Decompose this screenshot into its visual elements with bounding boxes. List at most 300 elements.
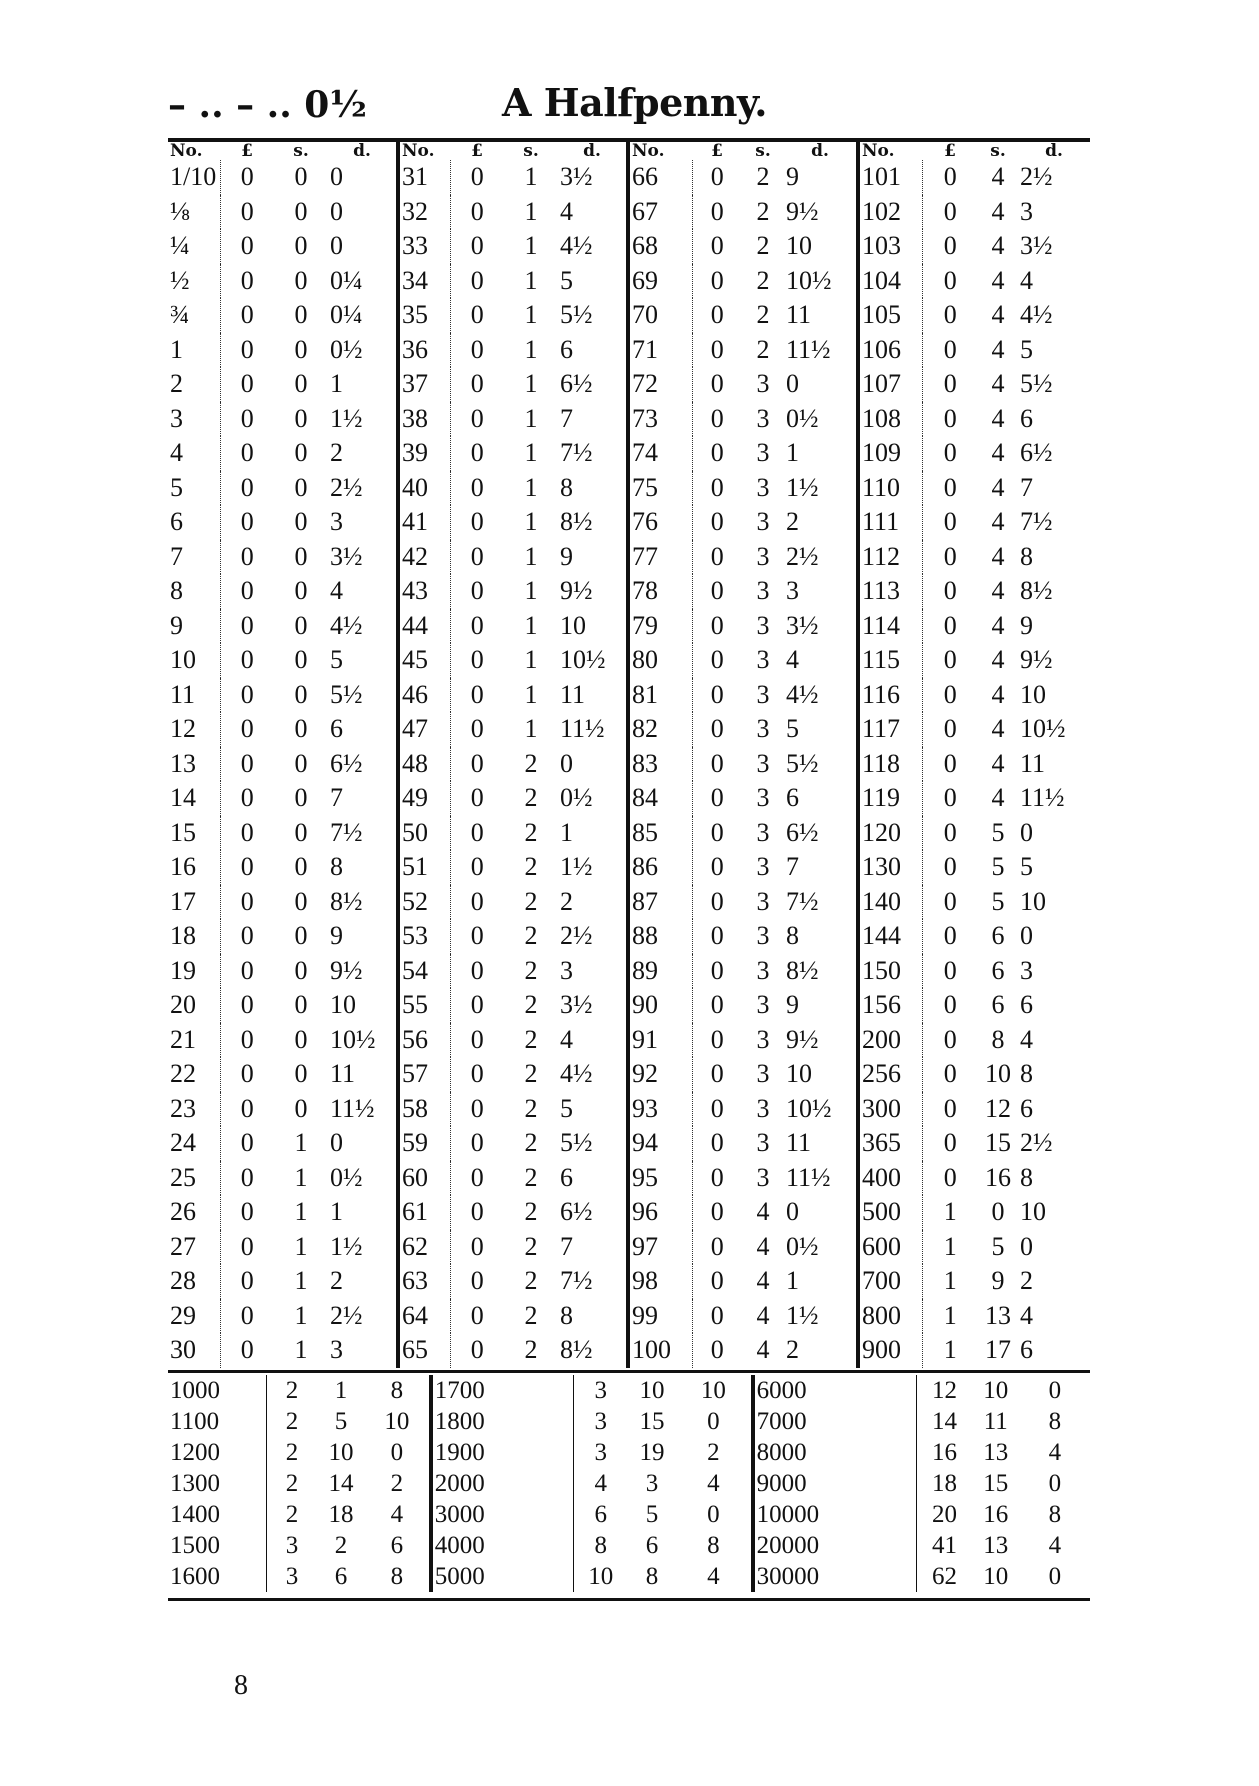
- shillings-cell: 1: [524, 679, 538, 709]
- shillings-cell: 1: [524, 231, 538, 261]
- quantity-cell: 4000: [431, 1530, 573, 1561]
- quantity-cell: 100: [628, 1333, 692, 1368]
- shillings-cell: 11: [983, 1407, 1008, 1435]
- pence-cell: 4: [558, 195, 628, 230]
- shillings-cell: 5: [991, 886, 1005, 916]
- pounds-cell: 0: [240, 231, 254, 261]
- quantity-cell: 47: [398, 712, 450, 747]
- shillings-cell: 3: [756, 1059, 770, 1089]
- shillings-cell: 4: [991, 265, 1005, 295]
- pence-cell: 0¼: [328, 298, 398, 333]
- shillings-cell: 19: [639, 1438, 665, 1466]
- pounds-cell: 0: [240, 369, 254, 399]
- pounds-cell: 0: [943, 921, 957, 951]
- shillings-cell: 3: [756, 679, 770, 709]
- price-table: [168, 142, 1090, 1368]
- pence-cell: 6: [1020, 403, 1033, 433]
- pence-cell: 4½: [558, 1057, 628, 1092]
- pounds-cell: 0: [470, 921, 484, 951]
- pounds-cell: 4: [594, 1469, 607, 1497]
- quantity-cell: 200: [858, 1023, 922, 1058]
- quantity-cell: 30000: [753, 1561, 917, 1592]
- quantity-cell: 9000: [753, 1468, 917, 1499]
- quantity-cell: 20000: [753, 1530, 917, 1561]
- pence-cell: 0½: [784, 1230, 858, 1265]
- quantity-cell: 116: [858, 678, 922, 713]
- pounds-cell: 0: [943, 1093, 957, 1123]
- pence-cell: 9: [784, 988, 858, 1023]
- pounds-cell: 0: [470, 369, 484, 399]
- shillings-cell: 4: [991, 610, 1005, 640]
- shillings-cell: 15: [985, 1128, 1011, 1158]
- quantity-cell: 22: [168, 1057, 220, 1092]
- quantity-cell: 48: [398, 747, 450, 782]
- quantity-cell: 92: [628, 1057, 692, 1092]
- shillings-cell: 0: [991, 1197, 1005, 1227]
- pounds-cell: 0: [470, 714, 484, 744]
- shillings-cell: 2: [524, 748, 538, 778]
- quantity-cell: 35: [398, 298, 450, 333]
- pounds-cell: 0: [240, 886, 254, 916]
- pence-cell: 9: [328, 919, 398, 954]
- pounds-cell: 10: [588, 1562, 614, 1590]
- pounds-cell: 0: [240, 1162, 254, 1192]
- quantity-cell: 18: [168, 919, 220, 954]
- pence-cell: 6½: [784, 816, 858, 851]
- pence-cell: 0: [558, 747, 628, 782]
- pounds-cell: 0: [240, 1024, 254, 1054]
- shillings-cell: 0: [294, 783, 308, 813]
- pounds-cell: 2: [285, 1469, 299, 1497]
- column-header: s.: [755, 141, 771, 161]
- pounds-cell: 0: [470, 196, 484, 226]
- pounds-cell: 2: [285, 1407, 299, 1435]
- shillings-cell: 9: [991, 1266, 1005, 1296]
- shillings-cell: 1: [524, 714, 538, 744]
- quantity-cell: 1600: [168, 1561, 267, 1592]
- shillings-cell: 0: [294, 196, 308, 226]
- quantity-cell: 98: [628, 1264, 692, 1299]
- pounds-cell: 0: [240, 645, 254, 675]
- pounds-cell: 62: [932, 1562, 958, 1590]
- shillings-cell: 2: [524, 990, 538, 1020]
- pounds-cell: 12: [932, 1376, 958, 1404]
- pence-cell: 7: [328, 781, 398, 816]
- shillings-cell: 2: [524, 886, 538, 916]
- pence-cell: 5: [1020, 334, 1033, 364]
- pounds-cell: 0: [240, 541, 254, 571]
- pounds-cell: 0: [710, 852, 724, 882]
- shillings-cell: 3: [756, 610, 770, 640]
- shillings-cell: 1: [334, 1376, 348, 1404]
- pounds-cell: 0: [943, 576, 957, 606]
- pence-cell: 11½: [784, 1161, 858, 1196]
- pounds-cell: 0: [710, 1335, 724, 1365]
- pence-cell: 11½: [328, 1092, 398, 1127]
- shillings-cell: 2: [524, 921, 538, 951]
- pounds-cell: 0: [470, 1128, 484, 1158]
- page-title: A Halfpenny.: [502, 80, 767, 125]
- pounds-cell: 0: [240, 955, 254, 985]
- shillings-cell: 0: [294, 645, 308, 675]
- pence-cell: 10½: [784, 1092, 858, 1127]
- shillings-cell: 10: [328, 1438, 354, 1466]
- table-row: [168, 988, 1090, 1023]
- shillings-cell: 0: [294, 990, 308, 1020]
- pence-cell: 3: [1020, 196, 1033, 226]
- shillings-cell: 2: [524, 1197, 538, 1227]
- pence-cell: 8½: [784, 954, 858, 989]
- pounds-cell: 14: [932, 1407, 958, 1435]
- quantity-cell: 73: [628, 402, 692, 437]
- quantity-cell: 5000: [431, 1561, 573, 1592]
- pounds-cell: 0: [943, 817, 957, 847]
- pounds-cell: 1: [943, 1197, 957, 1227]
- shillings-cell: 13: [983, 1438, 1009, 1466]
- pounds-cell: 0: [943, 265, 957, 295]
- table-row: [168, 229, 1090, 264]
- shillings-cell: 0: [294, 886, 308, 916]
- quantity-cell: 8000: [753, 1437, 917, 1468]
- quantity-cell: 17: [168, 885, 220, 920]
- quantity-cell: 1800: [431, 1406, 573, 1437]
- shillings-cell: 5: [334, 1407, 348, 1435]
- pence-cell: 10: [676, 1375, 753, 1406]
- pounds-cell: 0: [240, 1231, 254, 1261]
- quantity-cell: 49: [398, 781, 450, 816]
- shillings-cell: 3: [756, 886, 770, 916]
- shillings-cell: 1: [524, 507, 538, 537]
- shillings-cell: 0: [294, 852, 308, 882]
- column-header: d.: [1045, 141, 1063, 161]
- shillings-cell: 3: [756, 990, 770, 1020]
- pence-cell: 11: [784, 298, 858, 333]
- shillings-cell: 0: [294, 369, 308, 399]
- shillings-cell: 16: [983, 1500, 1009, 1528]
- pence-cell: 10: [1020, 679, 1046, 709]
- pounds-cell: 0: [470, 1059, 484, 1089]
- pence-cell: 0: [1048, 1562, 1062, 1590]
- pence-cell: 10½: [328, 1023, 398, 1058]
- shillings-cell: 1: [524, 196, 538, 226]
- table-row: [168, 505, 1090, 540]
- quantity-cell: 58: [398, 1092, 450, 1127]
- quantity-cell: 80: [628, 643, 692, 678]
- pounds-cell: 0: [943, 231, 957, 261]
- pence-cell: 8½: [558, 505, 628, 540]
- pence-cell: 2: [328, 1264, 398, 1299]
- pounds-cell: 0: [710, 886, 724, 916]
- shillings-cell: 3: [756, 541, 770, 571]
- shillings-cell: 2: [756, 162, 770, 192]
- pence-cell: 9½: [784, 195, 858, 230]
- pounds-cell: 0: [470, 576, 484, 606]
- shillings-cell: 6: [991, 990, 1005, 1020]
- pounds-cell: 0: [470, 1335, 484, 1365]
- pence-cell: 10: [1020, 886, 1046, 916]
- quantity-cell: 71: [628, 333, 692, 368]
- quantity-cell: 105: [858, 298, 922, 333]
- pence-cell: 0½: [784, 402, 858, 437]
- pounds-cell: 0: [710, 1024, 724, 1054]
- shillings-cell: 6: [645, 1531, 659, 1559]
- pence-cell: 10½: [558, 643, 628, 678]
- pence-cell: 4: [676, 1468, 753, 1499]
- pounds-cell: 0: [240, 679, 254, 709]
- quantity-cell: 1300: [168, 1468, 267, 1499]
- quantity-cell: 41: [398, 505, 450, 540]
- pounds-cell: 0: [710, 679, 724, 709]
- shillings-cell: 4: [991, 576, 1005, 606]
- table-row: [168, 264, 1090, 299]
- pence-cell: 1½: [784, 1299, 858, 1334]
- shillings-cell: 1: [294, 1197, 308, 1227]
- pence-cell: 3: [784, 574, 858, 609]
- quantity-cell: 70: [628, 298, 692, 333]
- pounds-cell: 0: [943, 507, 957, 537]
- pounds-cell: 3: [285, 1562, 299, 1590]
- pence-cell: 8: [676, 1530, 753, 1561]
- shillings-cell: 4: [756, 1266, 770, 1296]
- pounds-cell: 0: [470, 783, 484, 813]
- pounds-cell: 0: [710, 369, 724, 399]
- quantity-cell: 9: [168, 609, 220, 644]
- quantity-cell: 40: [398, 471, 450, 506]
- pounds-cell: 0: [240, 265, 254, 295]
- table-row: [168, 1161, 1090, 1196]
- pence-cell: 8: [558, 1299, 628, 1334]
- quantity-cell: 74: [628, 436, 692, 471]
- pounds-cell: 0: [943, 403, 957, 433]
- pounds-cell: 0: [710, 541, 724, 571]
- pence-cell: 8: [1020, 1162, 1033, 1192]
- quantity-cell: 43: [398, 574, 450, 609]
- quantity-cell: 140: [858, 885, 922, 920]
- shillings-cell: 4: [991, 403, 1005, 433]
- pence-cell: 6½: [328, 747, 398, 782]
- pounds-cell: 0: [710, 162, 724, 192]
- quantity-cell: 97: [628, 1230, 692, 1265]
- table-row: [168, 919, 1090, 954]
- pounds-cell: 0: [240, 610, 254, 640]
- shillings-cell: 0: [294, 1093, 308, 1123]
- pounds-cell: 0: [470, 645, 484, 675]
- quantity-cell: 88: [628, 919, 692, 954]
- pounds-cell: 0: [470, 679, 484, 709]
- pounds-cell: 0: [710, 990, 724, 1020]
- table-row: [168, 1333, 1090, 1368]
- pounds-cell: 0: [470, 507, 484, 537]
- quantity-cell: 6: [168, 505, 220, 540]
- large-quantity-table: [168, 1375, 1090, 1592]
- pounds-cell: 3: [594, 1438, 607, 1466]
- pence-cell: 11: [784, 1126, 858, 1161]
- pence-cell: 0: [1020, 1231, 1033, 1261]
- quantity-cell: 33: [398, 229, 450, 264]
- pounds-cell: 0: [710, 1231, 724, 1261]
- pence-cell: 8½: [1020, 576, 1053, 606]
- pence-cell: 8: [784, 919, 858, 954]
- pence-cell: 8: [1048, 1500, 1062, 1528]
- shillings-cell: 3: [756, 472, 770, 502]
- pence-cell: 4: [1048, 1438, 1062, 1466]
- column-header: d.: [784, 142, 858, 160]
- pounds-cell: 0: [943, 748, 957, 778]
- pence-cell: 11: [1020, 748, 1046, 778]
- quantity-cell: 67: [628, 195, 692, 230]
- ready-reckoner-page: [168, 80, 1090, 1701]
- shillings-cell: 0: [294, 1024, 308, 1054]
- table-row: [168, 333, 1090, 368]
- shillings-cell: 4: [756, 1197, 770, 1227]
- shillings-cell: 4: [991, 369, 1005, 399]
- pounds-cell: 2: [285, 1500, 299, 1528]
- table-row: [168, 609, 1090, 644]
- shillings-cell: 10: [985, 1059, 1011, 1089]
- quantity-cell: 106: [858, 333, 922, 368]
- pence-cell: 2: [784, 1333, 858, 1368]
- pence-cell: 4½: [558, 229, 628, 264]
- pounds-cell: 0: [470, 1197, 484, 1227]
- pence-cell: 0: [784, 367, 858, 402]
- pence-cell: 7½: [328, 816, 398, 851]
- shillings-cell: 2: [756, 231, 770, 261]
- quantity-cell: 99: [628, 1299, 692, 1334]
- shillings-cell: 4: [991, 748, 1005, 778]
- shillings-cell: 0: [294, 541, 308, 571]
- pence-cell: 2: [784, 505, 858, 540]
- column-header: s.: [990, 141, 1006, 161]
- table-row: [168, 1126, 1090, 1161]
- pounds-cell: 0: [240, 472, 254, 502]
- pounds-cell: 0: [943, 369, 957, 399]
- pence-cell: 2½: [1020, 162, 1053, 192]
- quantity-cell: 29: [168, 1299, 220, 1334]
- pounds-cell: 0: [943, 1128, 957, 1158]
- footer-rule: [168, 1598, 1090, 1601]
- pounds-cell: 0: [710, 403, 724, 433]
- shillings-cell: 1: [294, 1266, 308, 1296]
- shillings-cell: 0: [294, 438, 308, 468]
- table-row: [168, 471, 1090, 506]
- pence-cell: 10½: [1020, 714, 1066, 744]
- table-row: [168, 954, 1090, 989]
- pounds-cell: 0: [710, 714, 724, 744]
- pence-cell: 3: [1020, 955, 1033, 985]
- quantity-cell: 1700: [431, 1375, 573, 1406]
- pounds-cell: 0: [470, 162, 484, 192]
- quantity-cell: 800: [858, 1299, 922, 1334]
- shillings-cell: 1: [524, 472, 538, 502]
- shillings-cell: 2: [524, 1059, 538, 1089]
- pounds-cell: 0: [470, 817, 484, 847]
- quantity-cell: 900: [858, 1333, 922, 1368]
- quantity-cell: 95: [628, 1161, 692, 1196]
- pence-cell: 2: [558, 885, 628, 920]
- quantity-cell: 144: [858, 919, 922, 954]
- pounds-cell: 0: [470, 438, 484, 468]
- pounds-cell: 0: [470, 231, 484, 261]
- pence-cell: 5½: [558, 298, 628, 333]
- shillings-cell: 1: [294, 1300, 308, 1330]
- quantity-cell: 96: [628, 1195, 692, 1230]
- pence-cell: 1½: [784, 471, 858, 506]
- table-row: [168, 1057, 1090, 1092]
- pounds-cell: 1: [943, 1300, 957, 1330]
- shillings-cell: 3: [756, 783, 770, 813]
- pence-cell: 7½: [1020, 507, 1053, 537]
- quantity-cell: 19: [168, 954, 220, 989]
- shillings-cell: 4: [991, 472, 1005, 502]
- shillings-cell: 15: [639, 1407, 665, 1435]
- pence-cell: 9: [1020, 610, 1033, 640]
- quantity-cell: 61: [398, 1195, 450, 1230]
- quantity-cell: 65: [398, 1333, 450, 1368]
- shillings-cell: 13: [985, 1300, 1011, 1330]
- pounds-cell: 0: [710, 438, 724, 468]
- pounds-cell: 0: [943, 334, 957, 364]
- pence-cell: 4: [1020, 1024, 1033, 1054]
- shillings-cell: 4: [991, 645, 1005, 675]
- quantity-cell: 110: [858, 471, 922, 506]
- quantity-cell: 75: [628, 471, 692, 506]
- shillings-cell: 6: [991, 955, 1005, 985]
- pounds-cell: 0: [943, 162, 957, 192]
- pence-cell: 4: [1048, 1531, 1062, 1559]
- rate-label: – .. – .. 0½: [168, 84, 367, 126]
- shillings-cell: 4: [991, 438, 1005, 468]
- table-row: [168, 195, 1090, 230]
- pounds-cell: 0: [240, 334, 254, 364]
- pence-cell: 6½: [558, 367, 628, 402]
- pence-cell: 5: [784, 712, 858, 747]
- table-row: [168, 540, 1090, 575]
- pence-cell: 5: [328, 643, 398, 678]
- pounds-cell: 0: [710, 472, 724, 502]
- shillings-cell: 0: [294, 748, 308, 778]
- pounds-cell: 0: [470, 1162, 484, 1192]
- quantity-cell: 76: [628, 505, 692, 540]
- shillings-cell: 3: [756, 852, 770, 882]
- pence-cell: 6: [784, 781, 858, 816]
- pounds-cell: 2: [285, 1376, 299, 1404]
- shillings-cell: 5: [991, 817, 1005, 847]
- table-row: [168, 1375, 1090, 1406]
- table-row: [168, 816, 1090, 851]
- quantity-cell: 83: [628, 747, 692, 782]
- shillings-cell: 2: [524, 1335, 538, 1365]
- quantity-cell: 1900: [431, 1437, 573, 1468]
- quantity-cell: ½: [168, 264, 220, 299]
- shillings-cell: 5: [991, 852, 1005, 882]
- shillings-cell: 0: [294, 921, 308, 951]
- pounds-cell: 0: [240, 852, 254, 882]
- pounds-cell: 2: [285, 1438, 299, 1466]
- shillings-cell: 2: [756, 334, 770, 364]
- quantity-cell: 79: [628, 609, 692, 644]
- pounds-cell: 0: [943, 1024, 957, 1054]
- shillings-cell: 10: [639, 1376, 665, 1404]
- pence-cell: 11: [328, 1057, 398, 1092]
- quantity-cell: 1200: [168, 1437, 267, 1468]
- pounds-cell: 0: [943, 679, 957, 709]
- pence-cell: 6½: [558, 1195, 628, 1230]
- quantity-cell: ⅛: [168, 195, 220, 230]
- pounds-cell: 0: [470, 1024, 484, 1054]
- shillings-cell: 1: [524, 300, 538, 330]
- pence-cell: 7: [784, 850, 858, 885]
- pounds-cell: 0: [943, 438, 957, 468]
